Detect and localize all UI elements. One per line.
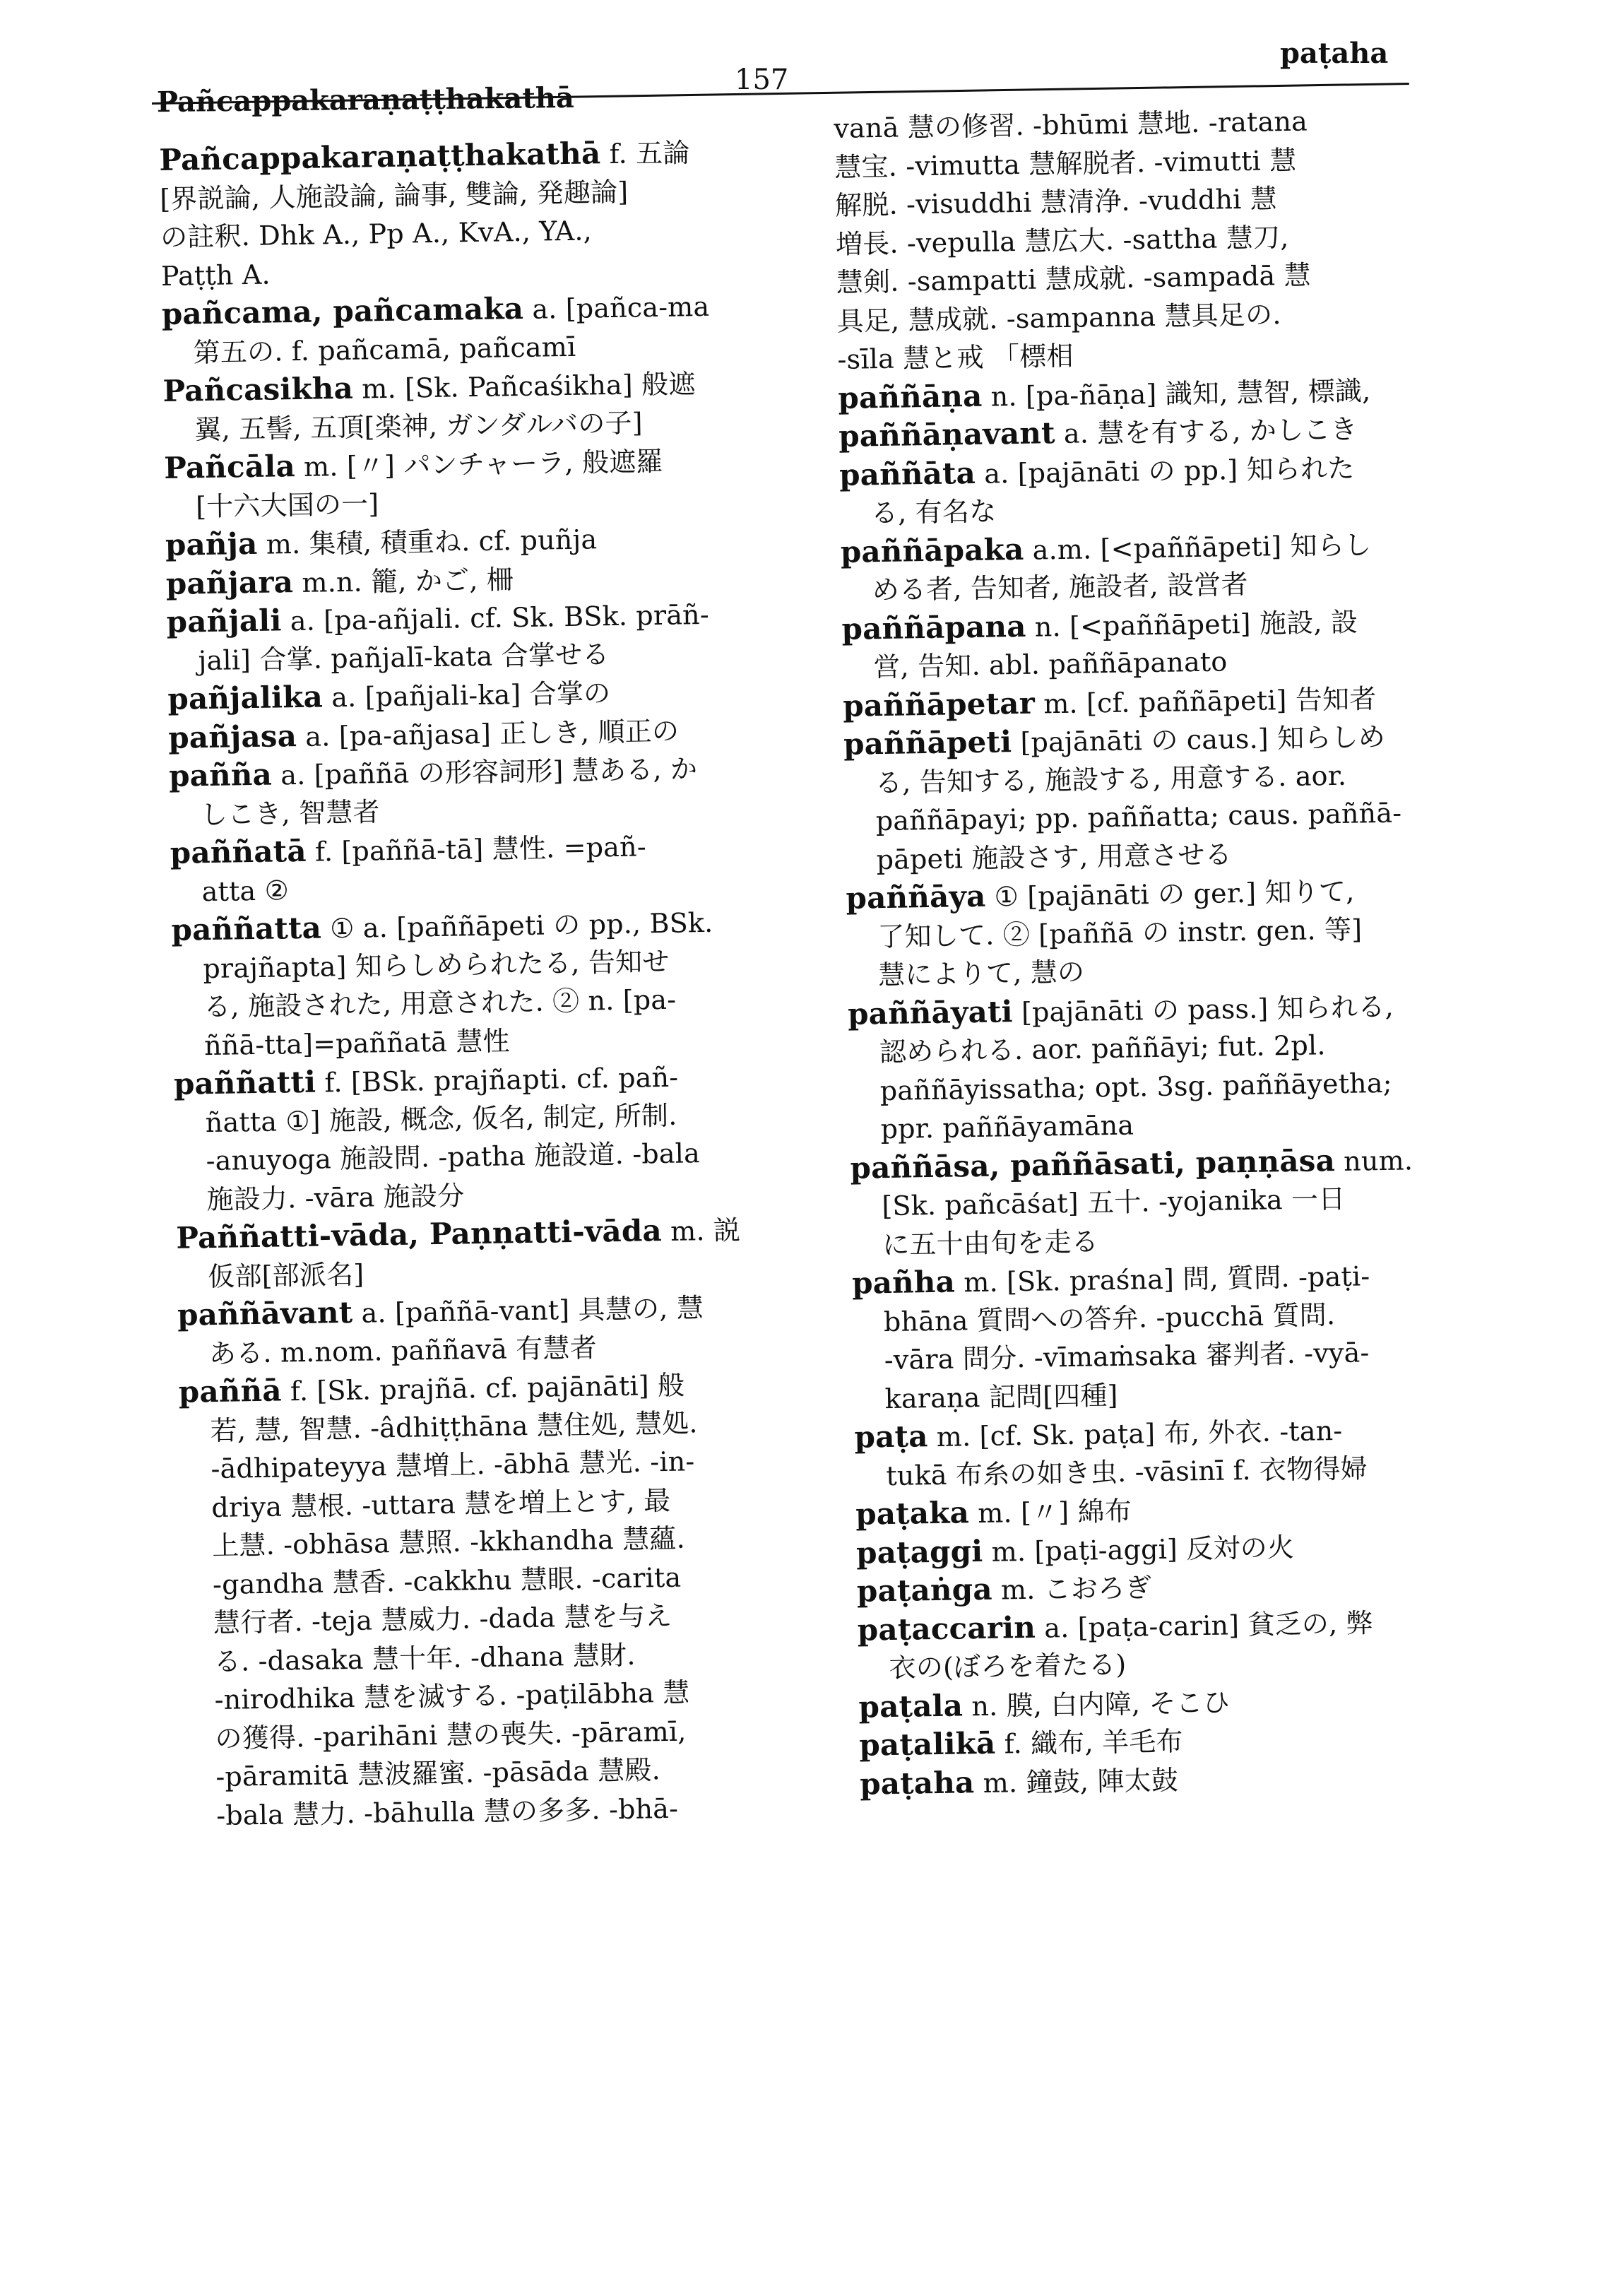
entry-line: る, 告知する, 施設する, 用意する. aor. — [875, 759, 1347, 798]
entry-line: [界説論, 人施設論, 論事, 雙論, 発趣論] — [159, 176, 629, 215]
entry-headline: pañjali a. [pa-añjali. cf. Sk. BSk. prāñ- — [166, 598, 710, 639]
entry-line: driya 慧根. -uttara 慧を増上とす, 最 — [211, 1484, 671, 1523]
entry-headline: paṭaggi m. [paṭi-aggi] 反対の火 — [855, 1531, 1295, 1571]
entry-line: -anuyoga 施設問. -patha 施設道. -bala — [206, 1137, 701, 1177]
entry-line: -bala 慧力. -bāhulla 慧の多多. -bhā- — [215, 1792, 679, 1831]
entry-headline: paññāṇa n. [pa-ñāṇa] 識知, 慧智, 標識, — [838, 374, 1371, 415]
right-column — [834, 100, 1468, 1803]
entry-line: pāpeti 施設さす, 用意させる — [876, 838, 1233, 875]
entry-line: vanā 慧の修習. -bhūmi 慧地. -ratana — [834, 105, 1308, 144]
entry-headline: pañjasa a. [pa-añjasa] 正しき, 順正の — [167, 715, 680, 755]
entry-line: paññāpayi; pp. paññatta; caus. paññā- — [875, 797, 1402, 837]
entry-line: -vāra 問分. -vīmaṁsaka 審判者. -vyā- — [884, 1337, 1370, 1376]
entry-line: -gandha 慧香. -cakkhu 慧眼. -carita — [212, 1561, 682, 1600]
left-column — [159, 131, 843, 1835]
running-head-right: paṭaha — [1280, 37, 1389, 70]
entry-headline: paññāpana n. [<paññāpeti] 施設, 設 — [841, 605, 1358, 646]
entry-line: 増長. -vepulla 慧広大. -sattha 慧刀, — [835, 221, 1289, 260]
entry-headline: paññāvant a. [paññā-vant] 具慧の, 慧 — [177, 1292, 704, 1332]
entry-line: 慧宝. -vimutta 慧解脱者. -vimutti 慧 — [834, 144, 1297, 183]
entry-headline: Pañcāla m. [〃] パンチャーラ, 般遮羅 — [163, 445, 663, 485]
entry-headline: paṭaccarin a. [paṭa-carin] 貧乏の, 弊 — [857, 1607, 1374, 1648]
entry-line: 施設力. -vāra 施設分 — [206, 1179, 465, 1215]
entry-line: jali] 合掌. pañjalī-kata 合掌せる — [198, 638, 610, 676]
running-head-left: Pañcappakaraṇaṭṭhakathā — [156, 81, 575, 119]
entry-line: prajñapta] 知らしめられたる, 告知せ — [203, 945, 670, 984]
entry-line: -sīla 慧と戒 「標相 — [837, 340, 1074, 375]
entry-headline: pañja m. 集積, 積重ね. cf. puñja — [165, 524, 598, 562]
entry-headline: paṭaha m. 鐘鼓, 陣太鼓 — [859, 1764, 1179, 1802]
entry-line: [十六大国の一] — [195, 487, 379, 522]
entry-line: 慧によりて, 慧の — [877, 956, 1085, 991]
entry-line: ある. m.nom. paññavā 有慧者 — [208, 1331, 598, 1369]
entry-headline: paññatti f. [BSk. prajñapti. cf. pañ- — [173, 1061, 679, 1101]
entry-line: 解脱. -visuddhi 慧清浄. -vuddhi 慧 — [834, 183, 1278, 221]
entry-line: に五十由旬を走る — [882, 1225, 1099, 1260]
entry-line: 衣の(ぼろを着たる) — [889, 1648, 1127, 1684]
entry-line: る, 有名な — [870, 495, 997, 529]
page-number: 157 — [735, 64, 789, 96]
entry-line: karaṇa 記問[四種] — [884, 1379, 1118, 1414]
entry-headline: pañjalika a. [pañjali-ka] 合掌の — [167, 678, 611, 716]
entry-headline: Pañcasikha m. [Sk. Pañcaśikha] 般遮 — [162, 368, 696, 408]
entry-line: る. -dasaka 慧十年. -dhana 慧財. — [213, 1639, 636, 1677]
entry-headline: paṭaṅga m. こおろぎ — [856, 1571, 1152, 1609]
entry-line: ññā-tta]=paññatā 慧性 — [203, 1024, 511, 1061]
entry-headline: pañña a. [paññā の形容詞形] 慧ある, か — [168, 753, 698, 793]
entry-line: の獲得. -parihāni 慧の喪失. -pāramī, — [215, 1715, 687, 1754]
entry-line: 第五の. f. pañcamā, pañcamī — [193, 331, 576, 368]
entry-headline: paññāpeti [pajānāti の caus.] 知らしめ — [843, 721, 1386, 762]
entry-line: の註釈. Dhk A., Pp A., KvA., YA., — [160, 215, 593, 253]
entry-line: 若, 慧, 智慧. -âdhiṭṭhāna 慧住処, 慧処. — [210, 1407, 698, 1446]
entry-line: 上慧. -obhāsa 慧照. -kkhandha 慧蘊. — [211, 1523, 686, 1562]
entry-line: 仮部[部派名] — [207, 1258, 364, 1292]
entry-headline: pañjara m.n. 籠, かご, 柵 — [165, 563, 514, 601]
entry-headline: paññatā f. [paññā-tā] 慧性. =pañ- — [170, 831, 647, 870]
entry-line: Paṭṭh A. — [160, 259, 271, 292]
entry-line: 翼, 五髻, 五頂[楽神, ガンダルバの子] — [194, 406, 644, 445]
entry-line: ppr. paññāyamāna — [880, 1109, 1134, 1145]
entry-line: -pāramitā 慧波羅蜜. -pāsāda 慧殿. — [215, 1754, 661, 1793]
entry-headline: paṭa m. [cf. Sk. paṭa] 布, 外衣. -tan- — [854, 1414, 1343, 1455]
entry-headline: paññā f. [Sk. prajñā. cf. pajānāti] 般 — [178, 1369, 685, 1409]
entry-line: 認められる. aor. paññāyi; fut. 2pl. — [879, 1029, 1326, 1068]
entry-line: 了知して. ② [paññā の instr. gen. 等] — [877, 913, 1363, 952]
entry-headline: paññāpaka a.m. [<paññāpeti] 知らし — [840, 528, 1372, 569]
entry-headline: Pañcappakaraṇaṭṭhakathā f. 五論 — [159, 136, 690, 177]
entry-headline: paññāpetar m. [cf. paññāpeti] 告知者 — [842, 682, 1377, 723]
entry-headline: pañcama, pañcamaka a. [pañca-ma — [161, 290, 710, 331]
entry-line: tukā 布糸の如き虫. -vāsinī f. 衣物得婦 — [886, 1452, 1368, 1491]
entry-headline: paṭalikā f. 織布, 羊毛布 — [858, 1725, 1184, 1763]
entry-line: 具足, 慧成就. -sampanna 慧具足の. — [836, 298, 1281, 337]
entry-headline: paññāṇavant a. 慧を有する, かしこき — [838, 413, 1358, 454]
entry-line: ñatta ①] 施設, 概念, 仮名, 制定, 所制. — [205, 1099, 677, 1138]
entry-line: める者, 告知者, 施設者, 設営者 — [872, 568, 1249, 606]
entry-headline: paññāsa, paññāsati, paṇṇāsa num. — [850, 1142, 1413, 1186]
entry-line: しこき, 智慧者 — [200, 796, 381, 830]
entry-line: 慧行者. -teja 慧威力. -dada 慧を与え — [213, 1600, 672, 1639]
entry-line: -ādhipateyya 慧増上. -ābhā 慧光. -in- — [211, 1445, 695, 1485]
entry-line: [Sk. pañcāśat] 五十. -yojanika 一日 — [882, 1183, 1346, 1222]
entry-headline: Paññatti-vāda, Paṇṇatti-vāda m. 説 — [176, 1213, 741, 1255]
entry-line: -nirodhika 慧を滅する. -paṭilābha 慧 — [214, 1677, 690, 1716]
entry-headline: paṭala n. 膜, 白内障, そこひ — [858, 1686, 1231, 1725]
entry-headline: pañha m. [Sk. praśna] 問, 質問. -paṭi- — [851, 1260, 1370, 1301]
entry-line: atta ② — [201, 874, 290, 907]
entry-line: 営, 告知. abl. paññāpanato — [873, 646, 1228, 683]
entry-line: bhāna 質問への答弁. -pucchā 質問. — [883, 1299, 1336, 1337]
entry-headline: paññatta ① a. [paññāpeti の pp., BSk. — [171, 906, 713, 947]
entry-headline: paññāya ① [pajānāti の ger.] 知りて, — [846, 875, 1355, 916]
entry-line: る, 施設された, 用意された. ② n. [pa- — [203, 983, 677, 1023]
entry-headline: paññāyati [pajānāti の pass.] 知られる, — [847, 991, 1394, 1031]
entry-line: paññāyissatha; opt. 3sg. paññāyetha; — [879, 1067, 1392, 1106]
entry-headline: paṭaka m. [〃] 綿布 — [855, 1495, 1132, 1532]
entry-line: 慧剣. -sampatti 慧成就. -sampadā 慧 — [836, 259, 1312, 298]
entry-headline: paññāta a. [pajānāti の pp.] 知られた — [838, 451, 1355, 492]
